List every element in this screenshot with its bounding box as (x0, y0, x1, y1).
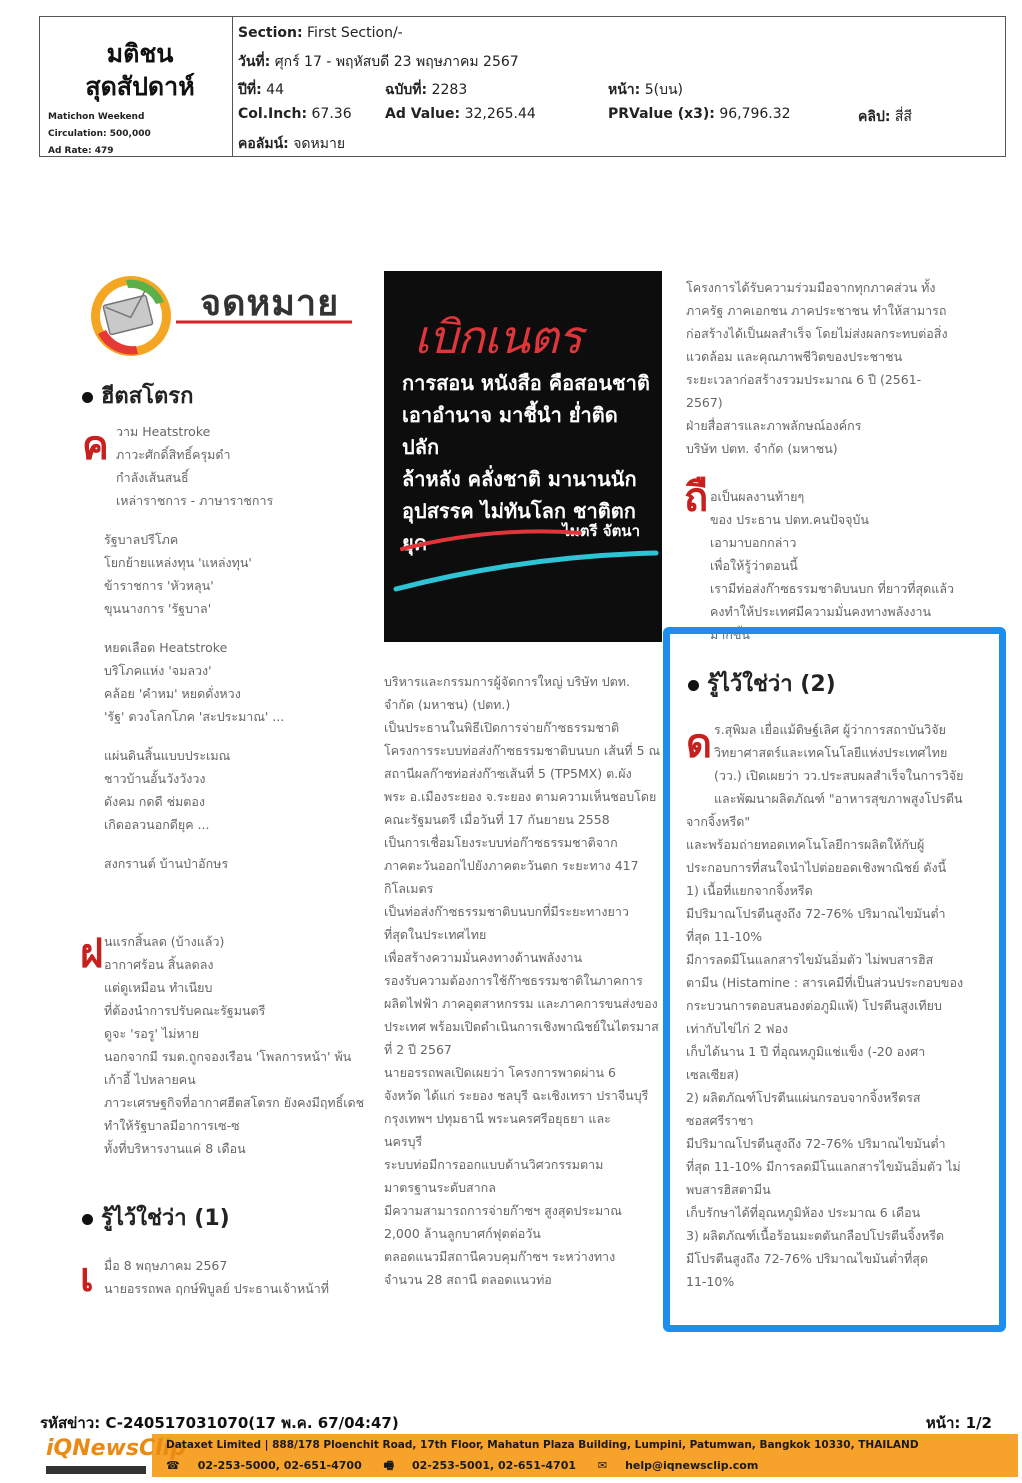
cover-author: ไมตรี จัตนา (562, 522, 640, 540)
text-line: ร.สุพิมล เยื่อแม้ดิษฐ์เลิศ ผู้ว่าการสถาบันวิจัย (714, 722, 946, 737)
text-line: คณะรัฐมนตรี เมื่อวันที่ 17 กันยายน 2558 (384, 812, 610, 827)
text-line: ดูจะ 'รอรู' ไม่หาย (104, 1026, 200, 1041)
text-line: เพื่อให้รู้ว่าตอนนี้ (710, 558, 798, 573)
text-line: ชาวบ้านอั้นวังวังวง (104, 771, 206, 786)
text-line: ประเทศ พร้อมเปิดดำเนินการเชิงพาณิชย์ในไตรมาส (384, 1019, 659, 1034)
text-line: ระบบท่อมีการออกแบบด้านวิศวกรรมตาม (384, 1157, 604, 1172)
text-line: ฝ่ายสื่อสารและภาพลักษณ์องค์กร (686, 418, 862, 433)
body-text (710, 485, 978, 646)
year-row: ปีที่: 44 (238, 82, 284, 98)
text-line: ซอสศรีราชา (686, 1113, 754, 1128)
contact-line (166, 1457, 776, 1476)
text-line: บริษัท ปตท. จำกัด (มหาชน) (686, 441, 838, 456)
text-line: ทั้งที่บริหารงานแค่ 8 เดือน (104, 1141, 246, 1156)
text-line: ก่อสร้างได้เป็นผลสำเร็จ โดยไม่ส่งผลกระทบต่อสิ่ง (686, 326, 948, 341)
text-line: 2) ผลิตภัณฑ์โปรตีนแผ่นกรอบจากจิ้งหรีดรส (686, 1090, 921, 1105)
text-line: กิโลเมตร (384, 881, 434, 896)
text-line: วาม Heatstroke (116, 424, 211, 439)
text-line: ที่ 2 ปี 2567 (384, 1042, 452, 1057)
text-line: แต่ดูเหมือน ทำเนียบ (104, 980, 213, 995)
news-id: รหัสข่าว: C-240517031070(17 พ.ค. 67/04:47) (40, 1414, 399, 1432)
section-heading-know-1: รู้ไว้ใช่ว่า (1) (82, 1200, 230, 1235)
text-line: เป็นประธานในพิธีเปิดการจ่ายก๊าซธรรมชาติ (384, 720, 620, 735)
text-line: มีการลดมีโนแลกสารไขมันอิ่มตัว ไม่พบสารฮิส (686, 952, 934, 967)
tel: 02-253-5000, 02-651-4700 (197, 1459, 362, 1472)
fax-icon: 🖷 (383, 1459, 394, 1472)
text-line: 2567) (686, 395, 723, 410)
text-line: มีความสามารถการจ่ายก๊าซฯ สูงสุดประมาณ (384, 1203, 622, 1218)
text-line: แวดล้อม และคุณภาพชีวิตของประชาชน (686, 349, 903, 364)
text-line: มีปริมาณโปรตีนสูงถึง 72-76% ปริมาณไขมันต่ำ (686, 906, 946, 921)
bullet-icon (82, 1214, 93, 1225)
company-address: Dataxet Limited | 888/178 Ploenchit Road, 17th Floor, Mahatun Plaza Building, Lumpini, Patumwan, Bangkok 10330, THAILAND (166, 1439, 919, 1451)
dropcap: ถื (684, 475, 709, 521)
text-line: และพร้อมถ่ายทอดเทคโนโลยีการผลิตให้กับผู้ (686, 837, 925, 852)
text-line: ที่สุด 11-10% มีการลดมีโนแลกสารไขมันอิ่มตัว ไม่ (686, 1159, 961, 1174)
pub-name-line1: มติชน (106, 39, 174, 68)
body-text (384, 670, 662, 1291)
text-line: โครงการได้รับความร่วมมือจากทุกภาคส่วน ทั้ง (686, 280, 936, 295)
text-line: กำลังเส้นสนธิ์ (116, 470, 189, 485)
text-line: เก็บรักษาได้ที่อุณหภูมิห้อง ประมาณ 6 เดือน (686, 1205, 921, 1220)
body-text (686, 718, 978, 1293)
text-line: อากาศร้อน สิ้นลดลง (104, 957, 214, 972)
cover-subtitle-line: อุปสรรค ไม่ทันโลก ชาติตกยุค (402, 499, 636, 555)
text-line: เกิดอลวนอกดียุค ... (104, 817, 210, 832)
column-row: คอลัมน์: จดหมาย (238, 136, 346, 152)
text-line: เป็นท่อส่งก๊าซธรรมชาติบนบกที่มีระยะทางยาว (384, 904, 629, 919)
text-line: ผลิตไฟฟ้า ภาคอุตสาหกรรม และภาคการขนส่งของ (384, 996, 658, 1011)
issue-row: ฉบับที่: 2283 (385, 82, 468, 98)
text-line: บริโภคแห่ง 'จมลวง' (104, 663, 212, 678)
text-line: นอกจากมี รมต.ถูกจองเรือน 'โพลการหน้า' พ้น (104, 1049, 352, 1064)
text-line: จังหวัด ได้แก่ ระยอง ชลบุรี ฉะเชิงเทรา ปราจีนบุรี (384, 1088, 649, 1103)
text-line: ที่ต้องนำการปรับคณะรัฐมนตรี (104, 1003, 266, 1018)
poem-text (104, 420, 364, 875)
text-line: 2,000 ล้านลูกบาศก์ฟุตต่อวัน (384, 1226, 541, 1241)
cover-subtitle-line: ล้าหลัง คลั่งชาติ มานานนัก (402, 467, 637, 491)
body-text (104, 1254, 366, 1300)
text-line: ภาวะเศรษฐกิจที่อากาศฮีตสโตรก ยังคงมีฤทธิ์เดช (104, 1095, 365, 1110)
text-line: ที่สุดในประเทศไทย (384, 927, 487, 942)
text-line: สถานีผลก๊าซท่อส่งก๊าซเส้นที่ 5 (TP5MX) ต.ผัง (384, 766, 632, 781)
text-line: พระ อ.เมืองระยอง จ.ระยอง ตามความเห็นชอบโดย (384, 789, 657, 804)
bullet-icon (82, 392, 93, 403)
page-row: หน้า: 5(บน) (608, 82, 684, 98)
text-line (104, 620, 364, 636)
text-line: จากจิ้งหรีด" (686, 814, 751, 829)
text-line: จำนวน 28 สถานี ตลอดแนวท่อ (384, 1272, 552, 1287)
phone-icon: ☎ (166, 1459, 180, 1472)
section-row: Section: First Section/- (238, 25, 403, 41)
pub-name-line2: สุดสัปดาห์ (85, 72, 195, 101)
text-line: ของ ประธาน ปตท.คนปัจจุบัน (710, 512, 869, 527)
text-line: มีโปรตีนสูงถึง 72-76% ปริมาณไขมันต่ำที่สุด (686, 1251, 929, 1266)
text-line: เซลเซียส) (686, 1067, 740, 1082)
text-line: และพัฒนาผลิตภัณฑ์ "อาหารสุขภาพสูงโปรตีน (714, 791, 963, 806)
logo-strip (46, 1466, 146, 1474)
text-line: เก้าอี้ ไปหลายคน (104, 1072, 196, 1087)
text-line: สงกรานต์ บ้านป่าอักษร (104, 856, 229, 871)
publication-meta (48, 109, 151, 160)
body-text (686, 276, 976, 460)
text-line: นแรกสิ้นลด (บ้างแล้ว) (104, 934, 225, 949)
text-line: รัฐบาลปรีโภค (104, 532, 179, 547)
text-line: โครงการระบบท่อส่งก๊าซธรรมชาติบนบก เส้นที่ 5 ณ (384, 743, 661, 758)
text-line: ภาคตะวันออกไปยังภาคตะวันตก ระยะทาง 417 (384, 858, 639, 873)
text-line (104, 512, 364, 528)
text-line: 11-10% (686, 1274, 735, 1289)
column-title: จดหมาย (200, 283, 340, 324)
text-line: เป็นการเชื่อมโยงระบบท่อก๊าซธรรมชาติจาก (384, 835, 618, 850)
email: help@iqnewsclip.com (625, 1459, 759, 1472)
text-line: เท่ากับไข่ไก่ 2 ฟอง (686, 1021, 789, 1036)
text-line: 1) เนื้อที่แยกจากจิ้งหรีด (686, 883, 813, 898)
text-line: กระบวนการตอบสนองต่อภูมิแพ้) โปรตีนสูงเทียบ (686, 998, 942, 1013)
text-line (104, 728, 364, 744)
text-line: เหล่าราชการ - ภาษาราชการ (116, 493, 274, 508)
dropcap: เ (80, 1255, 94, 1301)
text-line: ขุนนางการ 'รัฐบาล' (104, 601, 212, 616)
text-line: นครบุรี (384, 1134, 423, 1149)
text-line: (วว.) เปิดเผยว่า วว.ประสบผลสำเร็จในการวิจัย (714, 768, 964, 783)
cover-brush-strokes (384, 271, 662, 642)
text-line: ที่สุด 11-10% (686, 929, 763, 944)
bullet-icon (688, 680, 699, 691)
pub-en: Matichon Weekend (48, 112, 145, 122)
section-heading-know-2: รู้ไว้ใช่ว่า (2) (688, 666, 836, 701)
cover-subtitle-line: เอาอำนาจ มาชี้นำ ย่ำติดปลัก (402, 403, 618, 459)
fax: 02-253-5001, 02-651-4701 (411, 1459, 577, 1472)
text-line: นายอรรถพล ฤกษ์พิบูลย์ ประธานเจ้าหน้าที่ (104, 1281, 329, 1296)
text-line: ภาครัฐ ภาคเอกชน ภาคประชาชน ทำให้สามารถ (686, 303, 947, 318)
text-line: ทำให้รัฐบาลมีอาการเซ-ซ (104, 1118, 240, 1133)
text-line: มากขึ้น (710, 627, 750, 642)
publication-name (60, 37, 220, 103)
book-cover (384, 271, 662, 642)
dropcap: ด (686, 721, 712, 767)
header-divider (232, 17, 233, 156)
text-line: พบสารฮิสตามีน (686, 1182, 771, 1197)
footer-bar (40, 1434, 1018, 1477)
cover-title: เบิกเนตร (414, 310, 582, 364)
text-line: คล้อย 'คำหม' หยดดั่งหวง (104, 686, 241, 701)
text-line: คงทำให้ประเทศมีความมั่นคงทางพลังงาน (710, 604, 932, 619)
text-line: เก็บได้นาน 1 ปี ที่อุณหภูมิแช่แข็ง (-20 องศา (686, 1044, 926, 1059)
text-line: เรามีท่อส่งก๊าซธรรมชาติบนบก ที่ยาวที่สุดแล้ว (710, 581, 954, 596)
text-line: นายอรรถพลเปิดเผยว่า โครงการพาดผ่าน 6 (384, 1065, 616, 1080)
ad-rate: Ad Rate: 479 (48, 146, 114, 156)
text-line: มีปริมาณโปรตีนสูงถึง 72-76% ปริมาณไขมันต่ำ (686, 1136, 946, 1151)
text-line (104, 836, 364, 852)
mail-icon: ✉ (597, 1459, 608, 1472)
text-line: มาตรฐานระดับสากล (384, 1180, 496, 1195)
advalue-row: Ad Value: 32,265.44 (385, 106, 536, 122)
body-text (104, 930, 366, 1160)
colinch-row: Col.Inch: 67.36 (238, 106, 352, 122)
text-line: บริหารและกรรมการผู้จัดการใหญ่ บริษัท ปตท. (384, 674, 630, 689)
text-line: ตลอดแนวมีสถานีควบคุมก๊าซฯ ระหว่างทาง (384, 1249, 616, 1264)
dropcap: ค (82, 423, 109, 469)
clip-row: คลิป: สี่สี (858, 109, 912, 125)
text-line: กรุงเทพฯ ปทุมธานี พระนครศรีอยุธยา และ (384, 1111, 611, 1126)
text-line: 3) ผลิตภัณฑ์เนื้อร้อนมะตตันกลือปโปรตีนจิ้งหรีด (686, 1228, 945, 1243)
text-line: ตามีน (Histamine : สารเคมีที่เป็นส่วนประกอบของ (686, 975, 964, 990)
text-line: เพื่อสร้างความมั่นคงทางด้านพลังงาน (384, 950, 583, 965)
text-line: โยกย้ายแหล่งทุน 'แหล่งทุน' (104, 555, 252, 570)
logo-text: iQNewsClip (46, 1436, 186, 1461)
text-line: ภาวะศักดิ์สิทธิ์ครุมดำ (116, 447, 231, 462)
text-line: ข้าราชการ 'หัวหลุน' (104, 578, 214, 593)
text-line: แผ่นดินสิ้นแบบประเมณ (104, 748, 231, 763)
circulation: Circulation: 500,000 (48, 129, 151, 139)
section-heading-heatstroke: ฮีตสโตรก (82, 378, 193, 413)
text-line: หยดเลือด Heatstroke (104, 640, 228, 655)
text-line: จำกัด (มหาชน) (ปตท.) (384, 697, 511, 712)
dropcap: ฝ (80, 931, 104, 977)
text-line: ระยะเวลาก่อสร้างรวมประมาณ 6 ปี (2561- (686, 372, 922, 387)
text-line: วิทยาศาสตร์และเทคโนโลยีแห่งประเทศไทย (714, 745, 948, 760)
footer-page: หน้า: 1/2 (925, 1414, 992, 1432)
cover-subtitle-line: การสอน หนังสือ คือสอนชาติ (402, 371, 650, 395)
text-line: ประกอบการที่สนใจนำไปต่อยอดเชิงพาณิชย์ ดังนี้ (686, 860, 947, 875)
newsclip-logo (40, 1434, 186, 1477)
text-line: รองรับความต้องการใช้ก๊าซธรรมชาติในภาคการ (384, 973, 643, 988)
text-line: ดังคม กดดี ช่มตอง (104, 794, 206, 809)
text-line: มื่อ 8 พฤษภาคม 2567 (104, 1258, 228, 1273)
date-row: วันที่: ศุกร์ 17 - พฤหัสบดี 23 พฤษภาคม 2567 (238, 54, 519, 70)
text-line: เอามาบอกกล่าว (710, 535, 797, 550)
text-line: อเป็นผลงานท้ายๆ (710, 489, 805, 504)
prvalue-row: PRValue (x3): 96,796.32 (608, 106, 791, 122)
text-line: 'รัฐ' ดวงโลกโภค 'สะประมาณ' ... (104, 709, 285, 724)
header-box (39, 16, 1006, 157)
